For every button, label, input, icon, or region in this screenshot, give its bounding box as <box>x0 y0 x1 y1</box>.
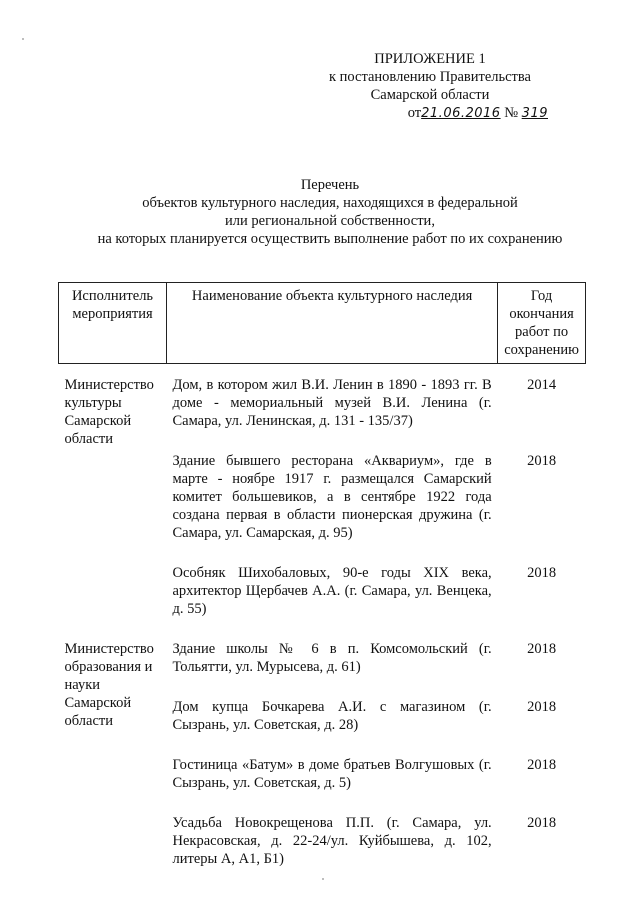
executor-cell: Министерство культуры Самарской области <box>64 377 154 447</box>
appendix-title: ПРИЛОЖЕНИЕ 1 <box>374 51 486 67</box>
year-cell: 2014 <box>527 377 557 393</box>
heading-line3: на которых планируется осуществить выполнение работ по их сохранению <box>97 231 563 247</box>
executor-cell: Министерство образования и науки Самарской области <box>64 641 154 729</box>
heading-line2: или региональной собственности, <box>225 213 435 229</box>
appendix-block <box>310 50 550 123</box>
object-cell: Дом, в котором жил В.И. Ленин в 1890 - 1893 гг. В доме - мемориальный музей В.И. Ленина (г. Самара, ул. Ленинская, д. 131 - 135/37) <box>172 377 492 429</box>
objects-table <box>58 282 586 878</box>
date-value: 21.06.2016 <box>421 106 501 121</box>
object-cell: Дом купца Бочкарева А.И. с магазином (г. Сызрань, ул. Советская, д. 28) <box>172 699 492 733</box>
date-prefix: от <box>407 105 422 121</box>
number-prefix: № <box>504 105 519 121</box>
object-cell: Особняк Шихобаловых, 90-е годы XIX века, архитектор Щербачев А.А. (г. Самара, ул. Венцека, д. 55) <box>172 565 492 617</box>
object-cell: Здание бывшего ресторана «Аквариум», где в марте - ноябре 1917 г. размещался Самарский комитет большевиков, а в сентябре 1922 года создана первая в области пионерская дружина (г. Самара, ул. Самарская, д. 95) <box>172 453 492 541</box>
scan-speck <box>22 38 24 40</box>
year-cell: 2018 <box>527 565 557 581</box>
appendix-line3: Самарской области <box>370 87 490 103</box>
heading-line1: объектов культурного наследия, находящихся в федеральной <box>142 195 518 211</box>
appendix-line2: к постановлению Правительства <box>329 69 531 85</box>
table-header-row <box>59 283 586 364</box>
object-cell: Усадьба Новокрещенова П.П. (г. Самара, ул. Некрасовская, д. 22-24/ул. Куйбышева, д. 102, литеры А, А1, Б1) <box>172 815 492 867</box>
heading-title: Перечень <box>300 177 360 193</box>
document-heading <box>60 176 600 248</box>
table-row <box>59 628 586 686</box>
table-row <box>59 364 586 441</box>
number-value: 319 <box>521 106 548 121</box>
year-cell: 2018 <box>527 453 557 469</box>
header-executor: Исполнитель мероприятия <box>59 283 167 364</box>
appendix-date-line <box>310 104 550 123</box>
year-cell: 2018 <box>527 757 557 773</box>
object-cell: Гостиница «Батум» в доме братьев Волгушовых (г. Сызрань, ул. Советская, д. 5) <box>172 757 492 791</box>
object-cell: Здание школы № 6 в п. Комсомольский (г. Тольятти, ул. Мурысева, д. 61) <box>172 641 492 675</box>
header-year: Год окончания работ по сохранению <box>498 283 586 364</box>
year-cell: 2018 <box>527 815 557 831</box>
year-cell: 2018 <box>527 699 557 715</box>
header-object: Наименование объекта культурного наследия <box>167 283 498 364</box>
scan-speck <box>322 878 324 880</box>
year-cell: 2018 <box>527 641 557 657</box>
